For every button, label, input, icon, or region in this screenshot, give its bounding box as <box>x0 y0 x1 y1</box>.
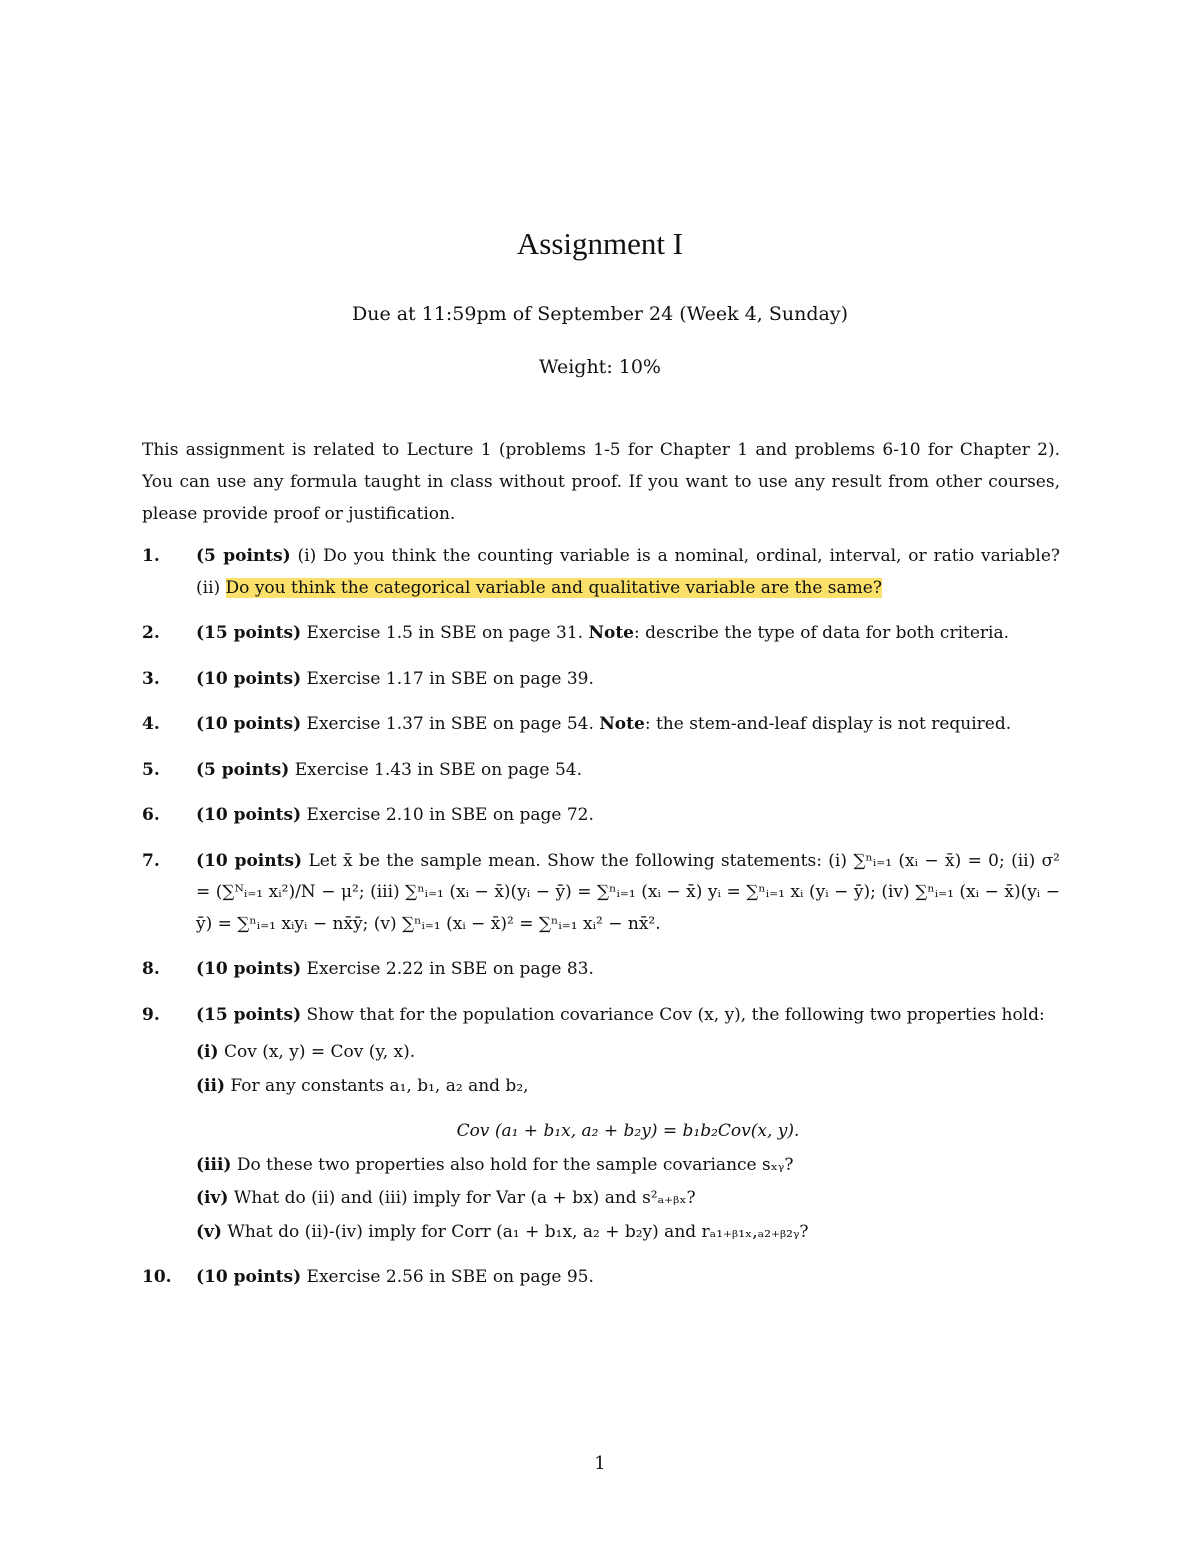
sub-item <box>196 1217 1060 1249</box>
sub-item-tag: (iv) <box>196 1188 229 1208</box>
problem-points: (5 points) <box>196 759 290 780</box>
problem-number: 5. <box>142 759 160 780</box>
sub-item <box>196 1150 1060 1182</box>
problem-points: (10 points) <box>196 1267 302 1287</box>
due-date: Due at 11:59pm of September 24 (Week 4, Sunday) <box>351 303 849 325</box>
sub-item-list <box>196 1037 1060 1248</box>
sub-item <box>196 1183 1060 1215</box>
problem-points: (5 points) <box>196 546 291 566</box>
problem-points: (15 points) <box>196 623 302 643</box>
problem-6 <box>142 800 1060 832</box>
problem-4 <box>142 709 1060 741</box>
highlighted-text: Do you think the categorical variable and qualitative variable are the same? <box>225 577 882 598</box>
intro-paragraph: This assignment is related to Lecture 1 (problems 1-5 for Chapter 1 and problems 6-10 for Chapter 2). You can use any formula taught in class without proof. If you want to use any result from other courses, please provide proof or justification. <box>142 440 1060 524</box>
problem-text: Show that for the population covariance Cov (x, y), the following two properties hold: <box>301 1004 1045 1025</box>
problem-text: Exercise 2.56 in SBE on page 95. <box>301 1267 594 1287</box>
problem-1 <box>142 541 1060 604</box>
problem-text: Exercise 2.22 in SBE on page 83. <box>301 959 594 979</box>
problem-number: 2. <box>142 623 160 643</box>
problem-8 <box>142 954 1060 986</box>
problem-text: Exercise 1.37 in SBE on page 54. <box>301 714 600 734</box>
problem-10 <box>142 1262 1060 1294</box>
problem-7 <box>142 846 1060 941</box>
problem-number: 1. <box>142 546 160 566</box>
problem-9 <box>142 1000 1060 1249</box>
problem-number: 10. <box>142 1267 172 1287</box>
problem-text: Exercise 1.43 in SBE on page 54. <box>289 759 583 780</box>
display-equation: Cov (a₁ + b₁x, a₂ + b₂y) = b₁b₂Cov(x, y). <box>456 1121 800 1141</box>
sub-item <box>196 1071 1060 1103</box>
note-label: Note <box>599 714 645 734</box>
sub-item <box>196 1037 1060 1069</box>
problem-number: 3. <box>142 668 160 689</box>
sub-item-tag: (i) <box>196 1042 219 1062</box>
problem-number: 9. <box>142 1004 160 1025</box>
sub-item-text: What do (ii) and (iii) imply for Var (a + bx) and s²ₐ₊ᵦₓ? <box>228 1188 696 1208</box>
sub-item-text: What do (ii)-(iv) imply for Corr (a₁ + b₁x, a₂ + b₂y) and rₐ₁₊ᵦ₁ₓ,ₐ₂₊ᵦ₂ᵧ? <box>221 1221 809 1242</box>
problem-text: Exercise 1.17 in SBE on page 39. <box>301 668 594 689</box>
problem-number: 8. <box>142 959 160 979</box>
note-label: Note <box>588 623 634 643</box>
problem-list <box>142 541 1060 1308</box>
sub-item-text: Do these two properties also hold for the sample covariance sₓᵧ? <box>231 1154 794 1175</box>
problem-text: Exercise 2.10 in SBE on page 72. <box>301 805 594 825</box>
note-text: : the stem-and-leaf display is not required. <box>644 714 1012 734</box>
sub-item-tag: (v) <box>196 1221 222 1242</box>
sub-item-tag: (iii) <box>196 1154 232 1175</box>
problem-5 <box>142 755 1060 787</box>
problem-3 <box>142 664 1060 696</box>
page-title: Assignment I <box>516 226 684 261</box>
weight: Weight: 10% <box>538 356 661 378</box>
problem-points: (15 points) <box>196 1004 302 1025</box>
problem-points: (10 points) <box>196 714 302 734</box>
problem-text: (i) Do you think the counting variable is a nominal, ordinal, interval, or ratio variable? (ii) <box>196 546 1060 598</box>
sub-item-tag: (ii) <box>196 1075 226 1096</box>
problem-points: (10 points) <box>196 959 302 979</box>
note-text: : describe the type of data for both criteria. <box>634 623 1010 643</box>
problem-text: Exercise 1.5 in SBE on page 31. <box>301 623 589 643</box>
problem-2 <box>142 618 1060 650</box>
problem-points: (10 points) <box>196 805 302 825</box>
problem-number: 6. <box>142 805 160 825</box>
problem-text: Let x̄ be the sample mean. Show the following statements: (i) ∑ⁿᵢ₌₁ (xᵢ − x̄) = 0; (ii) σ² = (∑ᴺᵢ₌₁ xᵢ²)/N − μ²; (iii) ∑ⁿᵢ₌₁ (xᵢ − x̄)(yᵢ − ȳ) = ∑ⁿᵢ₌₁ (xᵢ − x̄) yᵢ = ∑ⁿᵢ₌₁ xᵢ (yᵢ − ȳ); (iv) ∑ⁿᵢ₌₁ (xᵢ − x̄)(yᵢ − ȳ) = ∑ⁿᵢ₌₁ xᵢyᵢ − nx̄ȳ; (v) ∑ⁿᵢ₌₁ (xᵢ − x̄)² = ∑ⁿᵢ₌₁ xᵢ² − nx̄². <box>196 850 1060 934</box>
problem-number: 7. <box>142 850 160 871</box>
sub-item-text: Cov (x, y) = Cov (y, x). <box>218 1042 416 1062</box>
problem-points: (10 points) <box>196 850 303 871</box>
page-number: 1 <box>594 1453 606 1474</box>
problem-points: (10 points) <box>196 668 302 689</box>
sub-item-text: For any constants a₁, b₁, a₂ and b₂, <box>225 1075 529 1096</box>
problem-number: 4. <box>142 714 160 734</box>
